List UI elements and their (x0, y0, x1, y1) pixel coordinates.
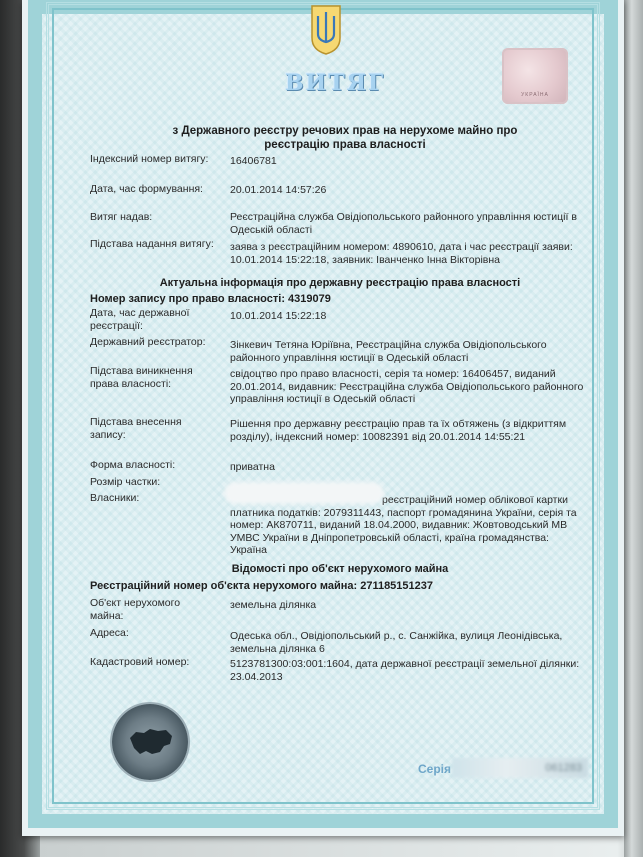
document-subtitle: з Державного реєстру речових прав на нерухоме майно про реєстрацію права власності (172, 125, 518, 151)
value-issued-by: Реєстраційна служба Овідіопольського районного управління юстиції в Одеській області (230, 211, 577, 236)
value-ownership-basis: свідоцтво про право власності, серія та номер: 16406457, виданий 20.01.2014, видавник: Реєстраційна служба Овідіопольського районного управління юстиції в Одеській області (230, 368, 584, 405)
value-address: Одеська обл., Овідіопольський р., с. Санжійка, вулиця Леонідівська, земельна ділянка 6 (230, 630, 563, 655)
value-index-number: 16406781 (230, 155, 277, 167)
section-current-info: Актуальна інформація про державну реєстрацію права власності (159, 277, 521, 289)
label-registrar: Державний реєстратор: (90, 336, 206, 348)
label-share-size: Розмір частки: (90, 476, 161, 488)
value-formation-date: 20.01.2014 14:57:26 (230, 184, 327, 196)
ukraine-map-icon (128, 724, 174, 758)
label-formation-date: Дата, час формування: (90, 183, 203, 195)
label-index-number: Індексний номер витягу: (90, 153, 209, 165)
value-owners: реєстраційний номер облікової картки платника податків: 2079311443, паспорт громадянина України, серія та номер: АК870711, виданий 18.04.2000, видавник: Жовтоводський МВ УМВС України в Дніпропетровській області, країна громадянства: Україна (230, 494, 577, 556)
record-number: Номер запису про право власності: 4319079 (90, 293, 331, 305)
label-object-type: Об'єкт нерухомого майна: (90, 597, 181, 622)
binder-edge-right (624, 0, 643, 857)
label-ownership-form: Форма власності: (90, 459, 176, 471)
value-entry-basis: Рішення про державну реєстрацію прав та їх обтяжень (з відкриттям розділу), індексний номер: 10082391 від 20.01.2014 14:55:21 (230, 418, 567, 443)
label-ownership-basis: Підстава виникнення права власності: (90, 365, 193, 390)
label-registration-date: Дата, час державної реєстрації: (90, 307, 190, 332)
label-issued-by: Витяг надав: (90, 211, 153, 223)
redaction-blur (224, 482, 384, 504)
label-entry-basis: Підстава внесення запису: (90, 416, 182, 441)
hologram-label: УКРАЇНА (521, 92, 549, 98)
document-title: ВИТЯГ (284, 70, 386, 96)
value-object-type: земельна ділянка (230, 599, 317, 611)
label-address: Адреса: (90, 627, 129, 639)
value-cadastral-number: 5123781300:03:001:1604, дата державної реєстрації земельної ділянки: 23.04.2013 (230, 658, 580, 683)
series-number: 061283 (452, 758, 588, 778)
label-cadastral-number: Кадастровий номер: (90, 656, 190, 668)
series-label: Серія (418, 762, 452, 776)
value-registrar: Зінкевич Тетяна Юріївна, Реєстраційна служба Овідіопольського районного управління юстиції в Одеській області (230, 339, 547, 364)
hologram-sticker (502, 48, 568, 104)
label-basis: Підстава надання витягу: (90, 238, 214, 250)
section-object-info: Відомості про об'єкт нерухомого майна (231, 563, 449, 575)
object-registration-number: Реєстраційний номер об'єкта нерухомого майна: 271185151237 (90, 580, 434, 592)
value-registration-date: 10.01.2014 15:22:18 (230, 310, 327, 322)
label-owners: Власники: (90, 492, 140, 504)
value-basis: заява з реєстраційним номером: 4890610, дата і час реєстрації заяви: 10.01.2014 15:22:18, заявник: Іванченко Інна Вікторівна (230, 241, 573, 266)
value-ownership-form: приватна (230, 461, 275, 473)
trident-emblem-icon (308, 2, 344, 56)
